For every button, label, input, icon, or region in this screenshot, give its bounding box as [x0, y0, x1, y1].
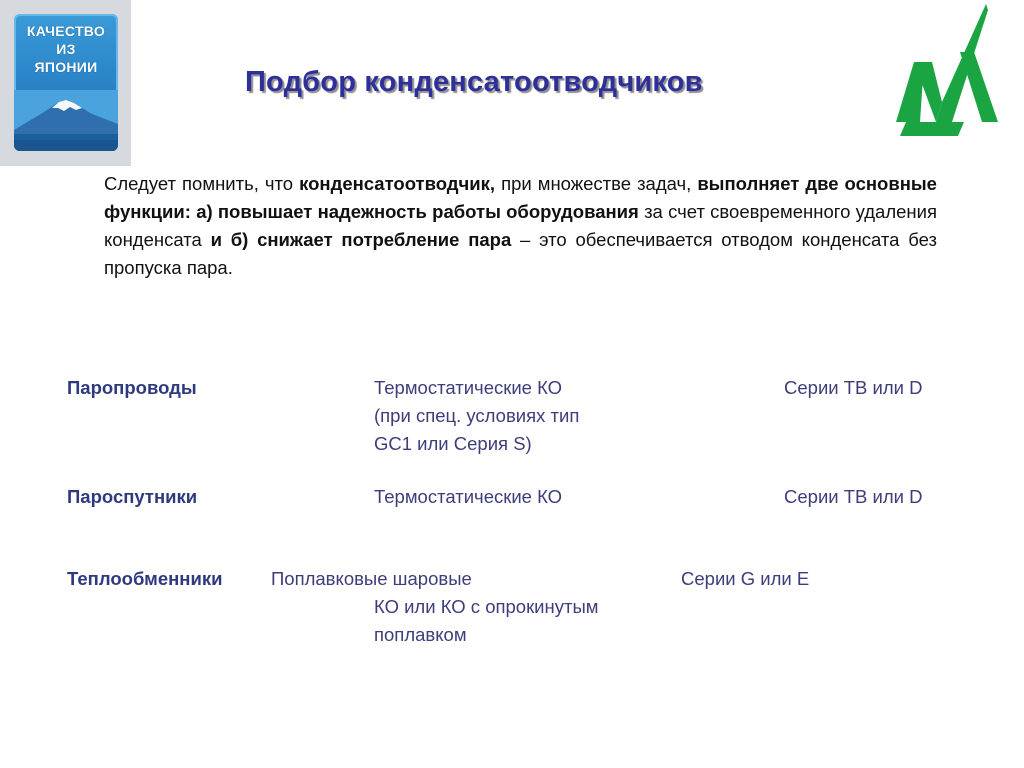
intro-text-3: за счет своевременного удаления конденсата — [104, 201, 937, 250]
intro-text-1: Следует помнить, что — [104, 173, 300, 194]
row-type-line: GC1 или Серия S) — [374, 433, 532, 454]
quality-badge-image — [14, 14, 118, 151]
intro-bold-3: и б) снижает потребление пара — [210, 229, 512, 250]
company-logo-icon — [892, 4, 1000, 136]
badge-line-3: ЯПОНИИ — [34, 59, 98, 75]
row-series: Серии ТВ или D — [784, 377, 923, 398]
intro-bold-2: выполняет две основные функции: а) повышает надежность работы оборудования — [104, 173, 937, 222]
row-application: Паропроводы — [67, 377, 197, 398]
intro-paragraph — [104, 170, 937, 282]
intro-bold-1: конденсатоотводчик, — [299, 173, 496, 194]
badge-line-1: КАЧЕСТВО — [26, 23, 106, 39]
row-type-line: КО или КО с опрокинутым — [374, 596, 599, 617]
intro-text-4: – это обеспечивается отводом конденсата без пропуска пара. — [104, 229, 938, 278]
badge-caption — [14, 22, 118, 76]
row-series: Серии ТВ или D — [784, 486, 923, 507]
row-type-line: (при спец. условиях тип — [374, 405, 580, 426]
row-application: Теплообменники — [67, 568, 223, 589]
row-type-line: поплавком — [374, 624, 467, 645]
quality-badge — [0, 0, 131, 166]
row-type-line: Термостатические КО — [374, 486, 563, 507]
row-series: Серии G или E — [681, 568, 810, 589]
intro-text-2: при множестве задач, — [495, 173, 698, 194]
row-type-line: Поплавковые шаровые — [271, 568, 472, 589]
row-type-line: Термостатические КО — [374, 377, 563, 398]
badge-line-2: ИЗ — [56, 41, 76, 57]
row-application: Пароспутники — [67, 486, 198, 507]
mount-fuji-icon — [14, 90, 118, 151]
page-title: Подбор конденсатоотводчиков — [245, 66, 703, 98]
